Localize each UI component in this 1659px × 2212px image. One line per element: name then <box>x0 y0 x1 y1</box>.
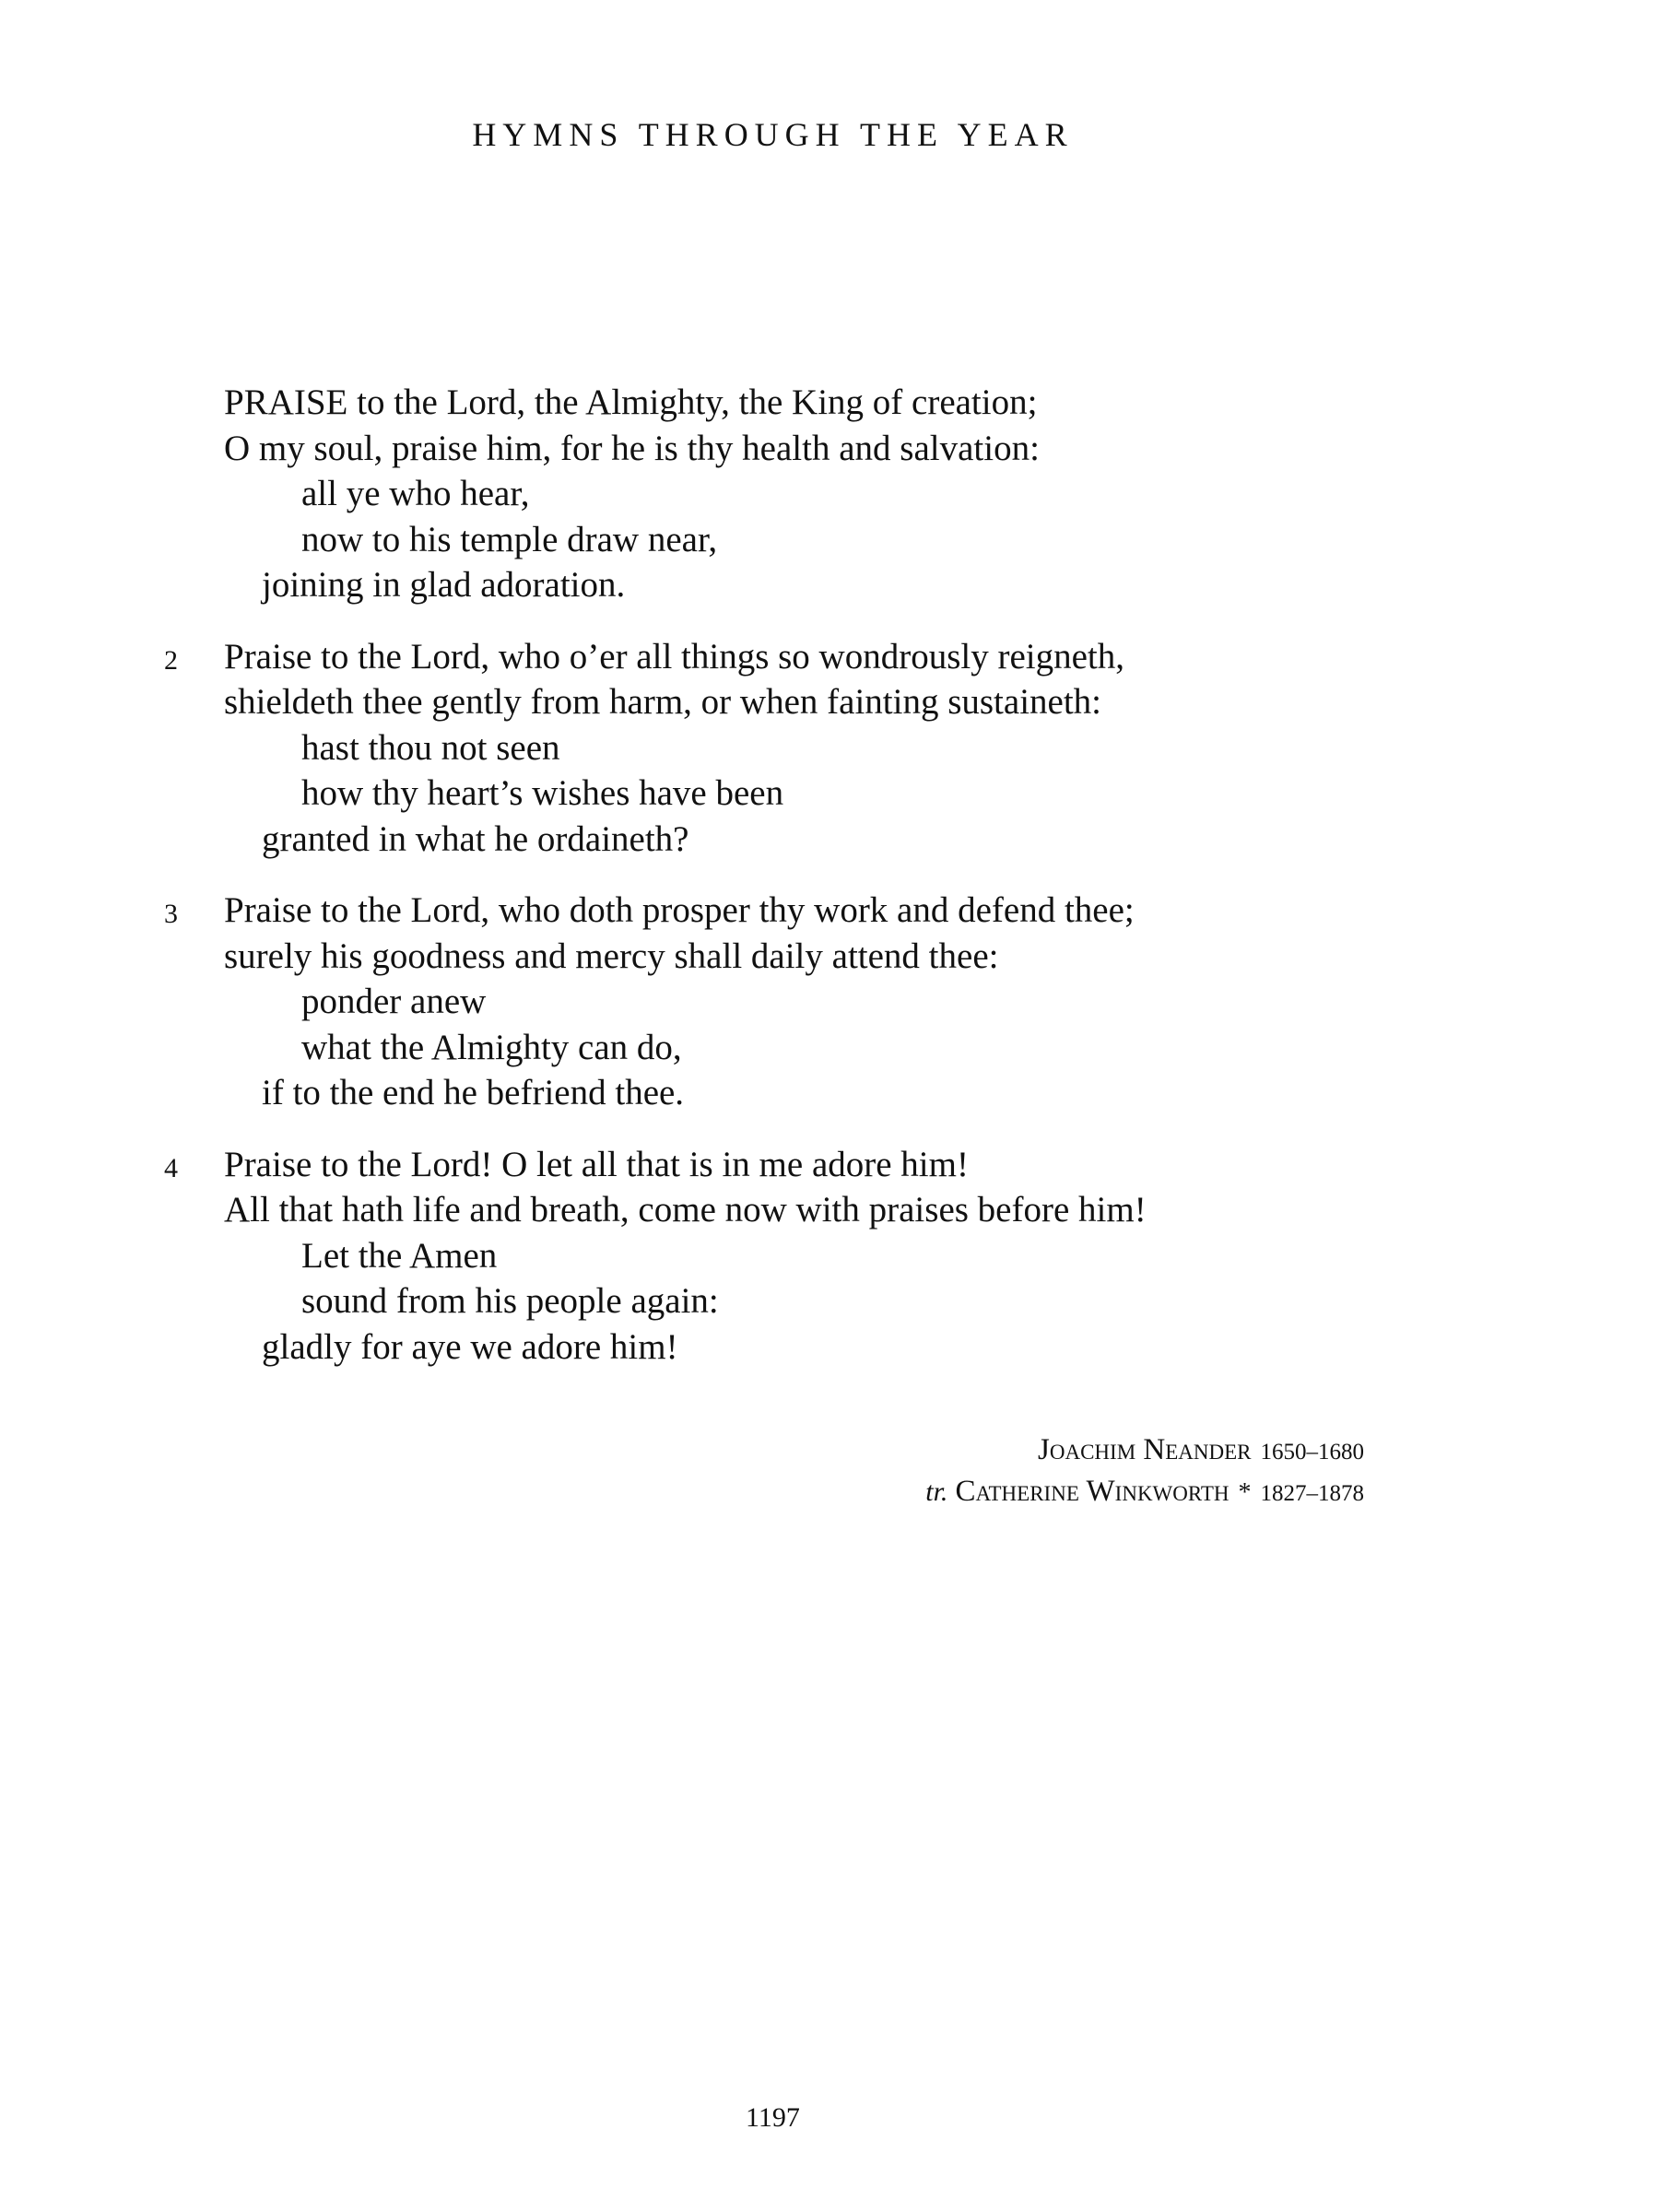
translator-line <box>925 1472 1364 1513</box>
author-line <box>925 1430 1364 1472</box>
stanza-4-line-5: gladly for aye we adore him! <box>262 1326 678 1367</box>
stanza-4-line-3: Let the Amen <box>301 1235 498 1276</box>
running-head: HYMNS THROUGH THE YEAR <box>472 116 1074 153</box>
asterisk-mark: * <box>1238 1478 1252 1507</box>
stanza-1-line-3: all ye who hear, <box>301 474 530 513</box>
author-name: Joachim Neander <box>1038 1433 1252 1466</box>
hymn-text <box>0 380 1659 1395</box>
stanza-4-line-4: sound from his people again: <box>301 1281 719 1321</box>
stanza-4 <box>0 1142 1659 1371</box>
stanza-3-line-5: if to the end he befriend thee. <box>262 1073 685 1112</box>
stanza-1-line-5: joining in glad adoration. <box>262 565 626 605</box>
stanza-3-line-2: surely his goodness and mercy shall daily attend thee: <box>224 935 999 976</box>
stanza-2-line-4: how thy heart’s wishes have been <box>301 773 784 813</box>
stanza-2 <box>0 634 1659 863</box>
attribution <box>925 1430 1364 1513</box>
stanza-2-line-1: Praise to the Lord, who o’er all things so wondrously reigneth, <box>224 636 1124 677</box>
stanza-3-line-3: ponder anew <box>301 982 487 1021</box>
stanza-2-line-3: hast thou not seen <box>301 727 560 768</box>
translator-prefix: tr. <box>925 1477 948 1507</box>
stanza-2-line-2: shieldeth thee gently from harm, or when fainting sustaineth: <box>224 682 1102 722</box>
stanza-3 <box>0 888 1659 1116</box>
stanza-1 <box>0 380 1659 608</box>
stanza-1-first-word: PRAISE <box>224 382 348 422</box>
stanza-2-line-5: granted in what he ordaineth? <box>262 818 689 859</box>
translator-dates: 1827–1878 <box>1260 1481 1364 1506</box>
stanza-1-line-2: O my soul, praise him, for he is thy health and salvation: <box>224 428 1040 468</box>
stanza-4-line-1: Praise to the Lord! O let all that is in me adore him! <box>224 1144 969 1184</box>
stanza-1-line-1-rest: to the Lord, the Almighty, the King of creation; <box>347 382 1038 422</box>
verse-number-4: 4 <box>164 1152 178 1183</box>
stanza-3-line-1: Praise to the Lord, who doth prosper thy work and defend thee; <box>224 890 1135 930</box>
author-dates: 1650–1680 <box>1260 1440 1364 1465</box>
stanza-1-line-4: now to his temple draw near, <box>301 519 718 559</box>
stanza-3-line-4: what the Almighty can do, <box>301 1027 682 1067</box>
stanza-1-line-1 <box>0 380 1659 426</box>
verse-number-3: 3 <box>164 899 178 929</box>
translator-name: Catherine Winkworth <box>955 1475 1230 1508</box>
stanza-4-line-2: All that hath life and breath, come now with praises before him! <box>224 1190 1147 1230</box>
verse-number-2: 2 <box>164 644 178 676</box>
page-number: 1197 <box>746 2102 800 2133</box>
